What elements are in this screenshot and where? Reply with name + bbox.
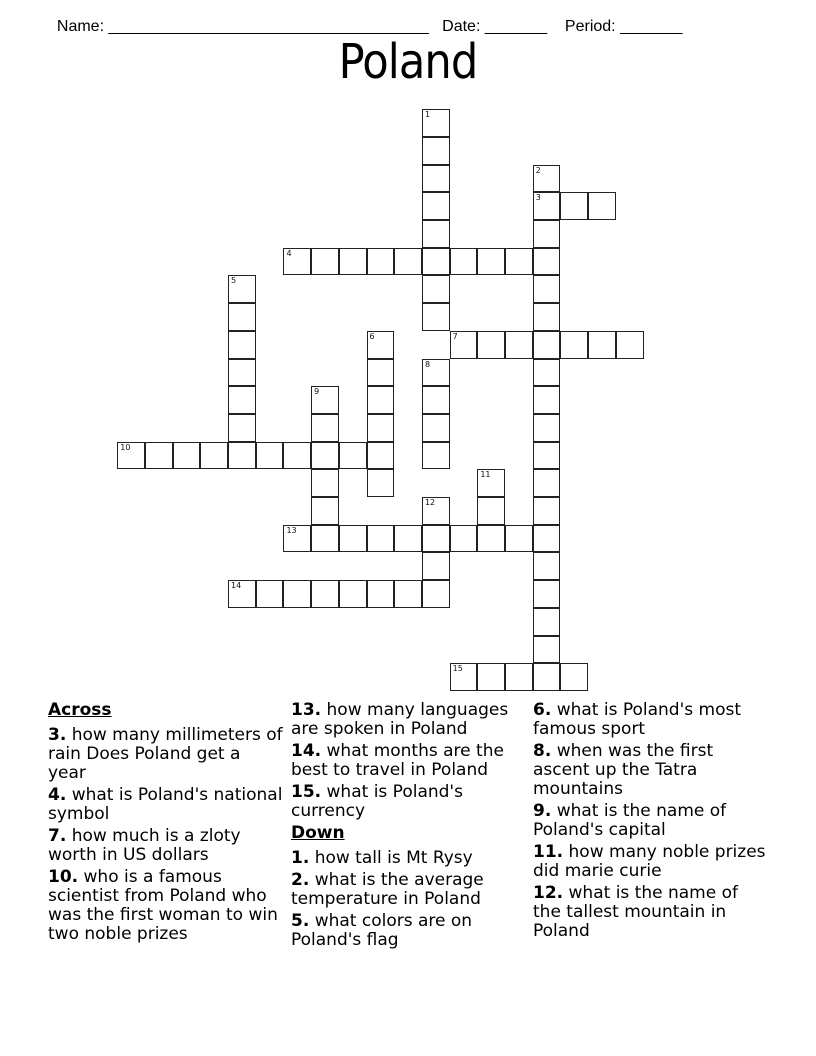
clue-number: 13 xyxy=(286,525,297,535)
grid-cell[interactable] xyxy=(228,580,256,608)
period-field[interactable]: Period: _______ xyxy=(564,18,683,35)
grid-cell[interactable] xyxy=(477,497,505,525)
grid-cell[interactable] xyxy=(533,552,561,580)
grid-cell[interactable] xyxy=(422,552,450,580)
grid-cell[interactable] xyxy=(256,442,284,470)
grid-cell[interactable] xyxy=(283,580,311,608)
grid-cell[interactable] xyxy=(533,275,561,303)
clue-number: 14 xyxy=(231,581,242,591)
grid-cell[interactable] xyxy=(283,442,311,470)
grid-cell[interactable] xyxy=(422,303,450,331)
clue-across-14: 14. what months are the best to travel in Poland xyxy=(291,741,504,780)
grid-cell[interactable] xyxy=(533,331,561,359)
grid-cell[interactable] xyxy=(422,359,450,387)
grid-cell[interactable] xyxy=(339,525,367,553)
clue-down-12: 12. what is the name of the tallest mountain in Poland xyxy=(533,883,738,941)
grid-cell[interactable] xyxy=(560,192,588,220)
clue-number: 10 xyxy=(120,442,131,452)
grid-cell[interactable] xyxy=(311,580,339,608)
grid-cell[interactable] xyxy=(339,248,367,276)
grid-cell[interactable] xyxy=(422,442,450,470)
down-heading: Down xyxy=(291,823,345,843)
grid-cell[interactable] xyxy=(339,580,367,608)
grid-cell[interactable] xyxy=(367,442,395,470)
grid-cell[interactable] xyxy=(339,442,367,470)
grid-cell[interactable] xyxy=(533,414,561,442)
grid-cell[interactable] xyxy=(533,303,561,331)
grid-cell[interactable] xyxy=(505,525,533,553)
grid-cell[interactable] xyxy=(228,386,256,414)
grid-cell[interactable] xyxy=(367,469,395,497)
grid-cell[interactable] xyxy=(422,192,450,220)
clue-down-5: 5. what colors are on Poland's flag xyxy=(291,911,473,950)
grid-cell[interactable] xyxy=(533,220,561,248)
grid-cell[interactable] xyxy=(422,165,450,193)
clue-down-1: 1. how tall is Mt Rysy xyxy=(291,848,473,868)
grid-cell[interactable] xyxy=(311,248,339,276)
grid-cell[interactable] xyxy=(256,580,284,608)
grid-cell[interactable] xyxy=(422,220,450,248)
grid-cell[interactable] xyxy=(533,442,561,470)
name-field[interactable]: Name: ____________________________________ xyxy=(56,18,429,35)
grid-cell[interactable] xyxy=(311,469,339,497)
grid-cell[interactable] xyxy=(533,636,561,664)
grid-cell[interactable] xyxy=(394,580,422,608)
clue-across-4: 4. what is Poland's national symbol xyxy=(48,785,283,824)
grid-cell[interactable] xyxy=(394,525,422,553)
clue-down-9: 9. what is the name of Poland's capital xyxy=(533,801,727,840)
grid-cell[interactable] xyxy=(394,248,422,276)
grid-cell[interactable] xyxy=(422,525,450,553)
grid-cell[interactable] xyxy=(367,580,395,608)
clue-number: 3 xyxy=(535,193,541,203)
grid-cell[interactable] xyxy=(477,248,505,276)
grid-cell[interactable] xyxy=(450,663,478,691)
clue-number: 8 xyxy=(424,359,431,369)
grid-cell[interactable] xyxy=(311,525,339,553)
grid-cell[interactable] xyxy=(311,442,339,470)
grid-cell[interactable] xyxy=(450,525,478,553)
grid-cell[interactable] xyxy=(533,525,561,553)
grid-cell[interactable] xyxy=(367,331,395,359)
grid-cell[interactable] xyxy=(422,580,450,608)
puzzle-title: Poland xyxy=(338,34,478,90)
grid-cell[interactable] xyxy=(505,331,533,359)
grid-cell[interactable] xyxy=(228,331,256,359)
grid-cell[interactable] xyxy=(560,331,588,359)
grid-cell[interactable] xyxy=(422,414,450,442)
clue-number: 11 xyxy=(480,470,491,480)
clue-number: 2 xyxy=(535,165,541,175)
grid-cell[interactable] xyxy=(422,137,450,165)
grid-cell[interactable] xyxy=(200,442,228,470)
date-field[interactable]: Date: _______ xyxy=(442,18,548,35)
grid-cell[interactable] xyxy=(228,442,256,470)
grid-cell[interactable] xyxy=(505,248,533,276)
grid-cell[interactable] xyxy=(422,248,450,276)
clue-number: 9 xyxy=(314,387,320,397)
grid-cell[interactable] xyxy=(533,497,561,525)
grid-cell[interactable] xyxy=(533,608,561,636)
grid-cell[interactable] xyxy=(533,663,561,691)
clue-number: 7 xyxy=(452,331,458,341)
clue-down-6: 6. what is Poland's most famous sport xyxy=(533,700,742,739)
clue-number: 6 xyxy=(369,331,375,341)
grid-cell[interactable] xyxy=(367,525,395,553)
grid-cell[interactable] xyxy=(422,109,450,137)
clue-across-10: 10. who is a famous scientist from Poland who was the first woman to win two noble prizes xyxy=(48,867,278,944)
grid-cell[interactable] xyxy=(422,386,450,414)
across-heading: Across xyxy=(48,700,112,720)
grid-cell[interactable] xyxy=(367,386,395,414)
clue-across-3: 3. how many millimeters of rain Does Poland get a year xyxy=(48,725,283,783)
grid-cell[interactable] xyxy=(477,469,505,497)
grid-cell[interactable] xyxy=(450,248,478,276)
grid-cell[interactable] xyxy=(283,525,311,553)
clue-across-15: 15. what is Poland's currency xyxy=(291,782,463,821)
grid-cell[interactable] xyxy=(228,303,256,331)
clue-number: 5 xyxy=(231,276,237,286)
grid-cell[interactable] xyxy=(228,414,256,442)
clues-column-2 xyxy=(291,701,526,953)
grid-cell[interactable] xyxy=(588,331,616,359)
grid-cell[interactable] xyxy=(367,414,395,442)
grid-cell[interactable] xyxy=(533,165,561,193)
grid-cell[interactable] xyxy=(145,442,173,470)
grid-cell[interactable] xyxy=(228,359,256,387)
clues-column-3 xyxy=(533,701,768,944)
grid-cell[interactable] xyxy=(533,248,561,276)
grid-cell[interactable] xyxy=(477,663,505,691)
grid-cell[interactable] xyxy=(311,497,339,525)
clue-down-2: 2. what is the average temperature in Poland xyxy=(291,870,484,909)
clue-number: 1 xyxy=(424,110,431,120)
grid-cell[interactable] xyxy=(283,248,311,276)
grid-cell[interactable] xyxy=(616,331,644,359)
clues-column-1 xyxy=(48,701,283,947)
grid-cell[interactable] xyxy=(533,580,561,608)
grid-cell[interactable] xyxy=(117,442,145,470)
grid-cell[interactable] xyxy=(477,525,505,553)
grid-cell[interactable] xyxy=(422,275,450,303)
grid-cell[interactable] xyxy=(367,248,395,276)
clue-number: 15 xyxy=(452,664,463,674)
grid-cell[interactable] xyxy=(228,275,256,303)
grid-cell[interactable] xyxy=(367,359,395,387)
grid-cell[interactable] xyxy=(505,663,533,691)
grid-cell[interactable] xyxy=(560,663,588,691)
clue-number: 4 xyxy=(286,248,292,258)
grid-cell[interactable] xyxy=(477,331,505,359)
grid-cell[interactable] xyxy=(311,386,339,414)
grid-cell[interactable] xyxy=(311,414,339,442)
grid-cell[interactable] xyxy=(422,497,450,525)
grid-cell[interactable] xyxy=(173,442,201,470)
grid-cell[interactable] xyxy=(588,192,616,220)
clue-number: 12 xyxy=(424,498,436,508)
clue-across-7: 7. how much is a zloty worth in US dollars xyxy=(48,826,241,865)
clue-across-13: 13. how many languages are spoken in Poland xyxy=(291,700,509,739)
grid-cell[interactable] xyxy=(533,386,561,414)
clue-down-8: 8. when was the first ascent up the Tatra mountains xyxy=(533,741,714,799)
grid-cell[interactable] xyxy=(533,359,561,387)
grid-cell[interactable] xyxy=(533,192,561,220)
clue-down-11: 11. how many noble prizes did marie curie xyxy=(533,842,766,881)
grid-cell[interactable] xyxy=(533,469,561,497)
grid-cell[interactable] xyxy=(450,331,478,359)
